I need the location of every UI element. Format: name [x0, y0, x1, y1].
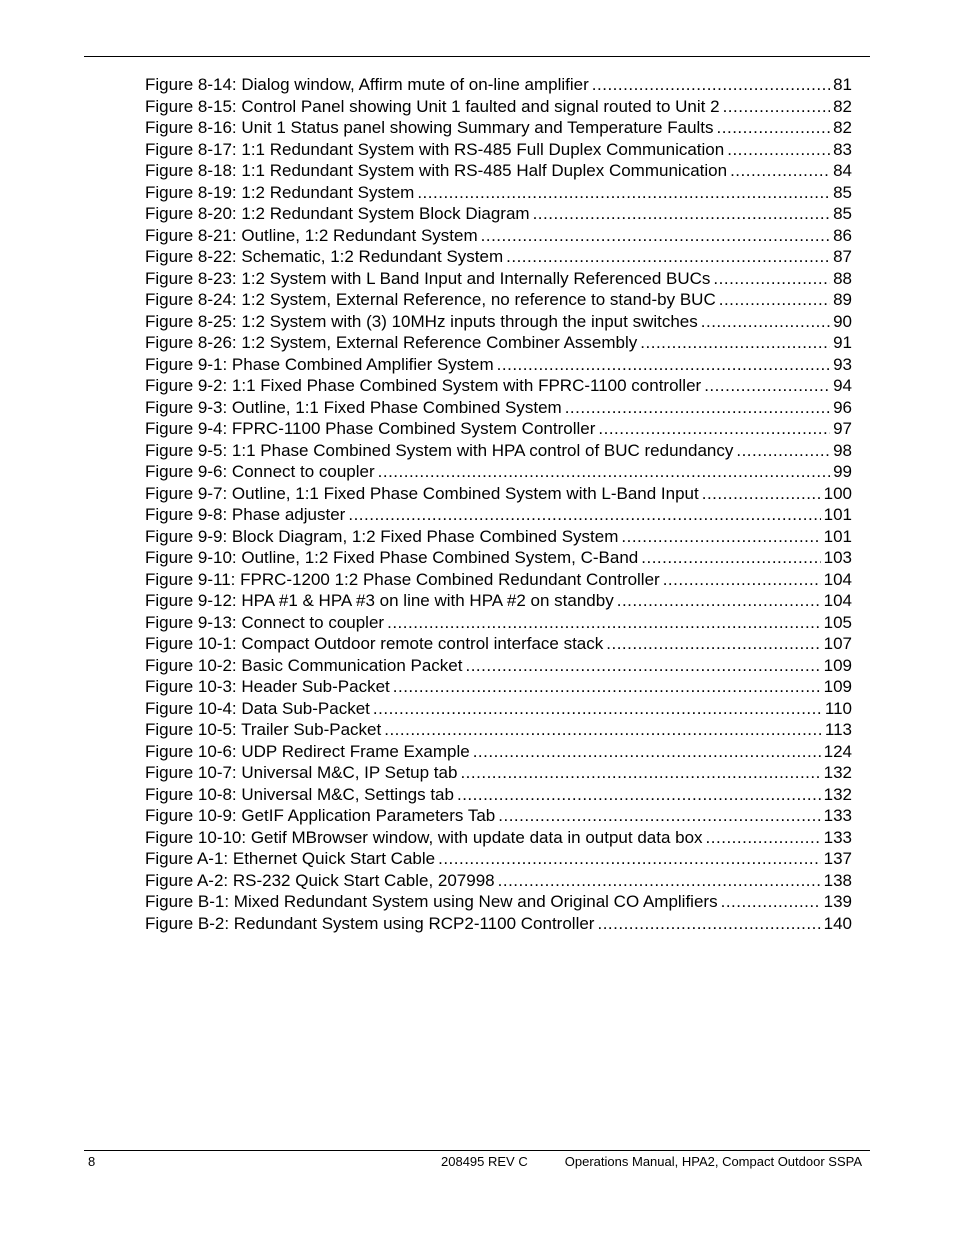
toc-dot-leader	[704, 375, 830, 397]
toc-entry-page: 94	[833, 376, 852, 395]
toc-dot-leader	[706, 827, 821, 849]
toc-entry-title: Figure 8-15: Control Panel showing Unit 1 faulted and signal routed to Unit 2	[145, 96, 720, 116]
toc-entry[interactable]	[145, 676, 852, 698]
toc-dot-leader	[727, 139, 830, 161]
footer-doc-number: 208495 REV C	[441, 1154, 528, 1169]
toc-entry-title: Figure 8-17: 1:1 Redundant System with RS-485 Full Duplex Communication	[145, 139, 725, 159]
toc-entry-title: Figure A-1: Ethernet Quick Start Cable	[145, 849, 436, 868]
toc-entry-page: 97	[833, 419, 852, 438]
toc-entry-title: Figure 9-4: FPRC-1100 Phase Combined System Controller	[145, 419, 596, 438]
toc-entry[interactable]	[145, 461, 852, 483]
toc-entry[interactable]	[145, 74, 852, 96]
toc-dot-leader	[438, 848, 821, 870]
toc-entry-page: 82	[833, 96, 852, 116]
toc-entry[interactable]	[145, 827, 852, 849]
toc-entry-title: Figure 10-8: Universal M&C, Settings tab	[145, 784, 454, 804]
toc-entry-title: Figure B-1: Mixed Redundant System using New and Original CO Amplifiers	[145, 892, 718, 911]
toc-dot-leader	[592, 74, 830, 96]
toc-entry-page: 109	[823, 655, 852, 675]
toc-dot-leader	[719, 289, 830, 311]
toc-entry-page: 104	[823, 569, 852, 589]
toc-entry-page: 87	[833, 247, 852, 266]
toc-entry[interactable]	[145, 762, 852, 784]
toc-dot-leader	[473, 741, 821, 763]
toc-entry-title: Figure 9-6: Connect to coupler	[145, 462, 375, 481]
toc-entry[interactable]	[145, 182, 852, 204]
toc-entry[interactable]	[145, 332, 852, 354]
toc-dot-leader	[498, 870, 821, 892]
toc-entry-page: 93	[833, 354, 852, 374]
toc-entry-page: 100	[823, 483, 852, 503]
toc-entry-title: Figure B-2: Redundant System using RCP2-1100 Controller	[145, 913, 595, 933]
toc-entry-page: 132	[823, 784, 852, 804]
toc-entry-page: 101	[823, 505, 852, 524]
toc-entry[interactable]	[145, 225, 852, 247]
toc-entry-title: Figure 9-13: Connect to coupler	[145, 612, 385, 632]
toc-dot-leader	[702, 483, 821, 505]
toc-entry-page: 104	[823, 591, 852, 610]
toc-entry[interactable]	[145, 547, 852, 569]
toc-dot-leader	[717, 117, 831, 139]
list-of-figures	[145, 74, 852, 934]
toc-dot-leader	[417, 182, 830, 204]
toc-dot-leader	[498, 805, 820, 827]
toc-entry-title: Figure 10-2: Basic Communication Packet	[145, 655, 463, 675]
toc-entry-page: 133	[823, 806, 852, 825]
toc-entry-title: Figure 8-21: Outline, 1:2 Redundant System	[145, 225, 478, 245]
toc-entry[interactable]	[145, 246, 852, 268]
toc-entry[interactable]	[145, 698, 852, 720]
toc-entry[interactable]	[145, 784, 852, 806]
toc-entry[interactable]	[145, 891, 852, 913]
toc-dot-leader	[621, 526, 820, 548]
toc-entry[interactable]	[145, 805, 852, 827]
toc-dot-leader	[533, 203, 831, 225]
toc-entry[interactable]	[145, 633, 852, 655]
toc-entry-page: 110	[824, 698, 852, 718]
toc-entry-title: Figure 8-26: 1:2 System, External Reference Combiner Assembly	[145, 333, 638, 352]
toc-entry-title: Figure 8-18: 1:1 Redundant System with RS-485 Half Duplex Communication	[145, 161, 728, 180]
toc-entry-page: 96	[833, 397, 852, 417]
toc-entry-title: Figure 8-14: Dialog window, Affirm mute of on-line amplifier	[145, 75, 589, 94]
toc-entry[interactable]	[145, 569, 852, 591]
toc-dot-leader	[465, 655, 820, 677]
toc-entry-page: 105	[823, 612, 852, 632]
toc-entry-page: 84	[833, 161, 852, 180]
toc-entry-title: Figure 9-12: HPA #1 & HPA #3 on line with HPA #2 on standby	[145, 591, 614, 610]
toc-dot-leader	[457, 784, 821, 806]
toc-entry-title: Figure 9-11: FPRC-1200 1:2 Phase Combined Redundant Controller	[145, 569, 660, 589]
toc-entry-title: Figure 10-4: Data Sub-Packet	[145, 698, 370, 718]
toc-entry-title: Figure A-2: RS-232 Quick Start Cable, 207998	[145, 870, 495, 890]
toc-dot-leader	[497, 354, 830, 376]
toc-entry-page: 83	[833, 139, 852, 159]
toc-entry[interactable]	[145, 311, 852, 333]
toc-dot-leader	[373, 698, 822, 720]
toc-dot-leader	[565, 397, 830, 419]
toc-entry-title: Figure 8-24: 1:2 System, External Reference, no reference to stand-by BUC	[145, 290, 716, 309]
toc-entry-title: Figure 10-9: GetIF Application Parameters Tab	[145, 806, 496, 825]
footer-rule	[84, 1150, 870, 1151]
toc-entry[interactable]	[145, 268, 852, 290]
toc-entry-page: 98	[833, 440, 852, 460]
toc-entry-page: 91	[833, 333, 852, 352]
toc-entry[interactable]	[145, 375, 852, 397]
toc-dot-leader	[617, 590, 821, 612]
toc-entry-page: 99	[833, 462, 852, 481]
toc-entry-title: Figure 10-3: Header Sub-Packet	[145, 677, 390, 696]
toc-entry[interactable]	[145, 117, 852, 139]
toc-dot-leader	[640, 332, 830, 354]
toc-entry[interactable]	[145, 139, 852, 161]
toc-entry[interactable]	[145, 612, 852, 634]
toc-entry-page: 90	[833, 311, 852, 331]
toc-entry-title: Figure 10-10: Getif MBrowser window, with update data in output data box	[145, 827, 703, 847]
footer-page-number: 8	[88, 1154, 96, 1169]
header-rule	[84, 56, 870, 57]
toc-entry[interactable]	[145, 418, 852, 440]
toc-dot-leader	[606, 633, 820, 655]
toc-dot-leader	[713, 268, 830, 290]
toc-entry-title: Figure 8-23: 1:2 System with L Band Input and Internally Referenced BUCs	[145, 268, 711, 288]
toc-dot-leader	[348, 504, 820, 526]
toc-entry[interactable]	[145, 160, 852, 182]
toc-entry-page: 137	[823, 849, 852, 868]
toc-entry-page: 140	[823, 913, 852, 933]
toc-entry[interactable]	[145, 504, 852, 526]
toc-entry-title: Figure 8-20: 1:2 Redundant System Block Diagram	[145, 204, 530, 223]
toc-entry-page: 101	[823, 526, 852, 546]
toc-dot-leader	[663, 569, 821, 591]
toc-entry-title: Figure 8-16: Unit 1 Status panel showing Summary and Temperature Faults	[145, 118, 714, 137]
toc-dot-leader	[641, 547, 820, 569]
toc-entry[interactable]	[145, 848, 852, 870]
toc-entry[interactable]	[145, 590, 852, 612]
toc-entry-page: 139	[823, 892, 852, 911]
toc-entry[interactable]	[145, 913, 852, 935]
toc-entry-title: Figure 8-22: Schematic, 1:2 Redundant System	[145, 247, 504, 266]
toc-dot-leader	[460, 762, 820, 784]
toc-entry-page: 103	[823, 548, 852, 567]
toc-entry[interactable]	[145, 397, 852, 419]
toc-entry-page: 138	[823, 870, 852, 890]
toc-dot-leader	[730, 160, 830, 182]
toc-entry-title: Figure 9-5: 1:1 Phase Combined System with HPA control of BUC redundancy	[145, 440, 734, 460]
toc-entry-title: Figure 10-5: Trailer Sub-Packet	[145, 720, 382, 739]
toc-entry-page: 89	[833, 290, 852, 309]
toc-entry-title: Figure 9-3: Outline, 1:1 Fixed Phase Combined System	[145, 397, 562, 417]
toc-dot-leader	[723, 96, 831, 118]
toc-entry[interactable]	[145, 203, 852, 225]
toc-entry[interactable]	[145, 440, 852, 462]
toc-dot-leader	[387, 612, 821, 634]
toc-entry[interactable]	[145, 741, 852, 763]
toc-entry-title: Figure 9-9: Block Diagram, 1:2 Fixed Phase Combined System	[145, 526, 619, 546]
toc-entry[interactable]	[145, 483, 852, 505]
toc-entry-page: 86	[833, 225, 852, 245]
toc-entry[interactable]	[145, 719, 852, 741]
toc-dot-leader	[384, 719, 822, 741]
toc-entry-page: 109	[823, 677, 852, 696]
footer-doc-title: Operations Manual, HPA2, Compact Outdoor SSPA	[564, 1154, 862, 1169]
toc-entry-title: Figure 8-25: 1:2 System with (3) 10MHz inputs through the input switches	[145, 311, 698, 331]
toc-dot-leader	[378, 461, 830, 483]
toc-entry[interactable]	[145, 354, 852, 376]
toc-dot-leader	[393, 676, 821, 698]
toc-entry-page: 81	[833, 75, 852, 94]
toc-entry-title: Figure 10-1: Compact Outdoor remote control interface stack	[145, 634, 604, 653]
toc-dot-leader	[736, 440, 830, 462]
toc-dot-leader	[481, 225, 830, 247]
toc-entry-page: 133	[823, 827, 852, 847]
toc-entry-title: Figure 10-7: Universal M&C, IP Setup tab	[145, 763, 458, 782]
toc-entry-title: Figure 9-1: Phase Combined Amplifier System	[145, 354, 494, 374]
toc-dot-leader	[701, 311, 830, 333]
toc-entry-page: 85	[833, 204, 852, 223]
toc-entry-title: Figure 9-7: Outline, 1:1 Fixed Phase Combined System with L-Band Input	[145, 483, 699, 503]
toc-entry[interactable]	[145, 526, 852, 548]
toc-dot-leader	[598, 418, 830, 440]
toc-dot-leader	[721, 891, 821, 913]
toc-entry[interactable]	[145, 289, 852, 311]
toc-entry-page: 124	[823, 741, 852, 761]
toc-entry-page: 107	[823, 634, 852, 653]
toc-entry-title: Figure 8-19: 1:2 Redundant System	[145, 182, 415, 202]
toc-entry-title: Figure 9-8: Phase adjuster	[145, 505, 346, 524]
toc-entry-page: 82	[833, 118, 852, 137]
toc-entry[interactable]	[145, 96, 852, 118]
toc-dot-leader	[506, 246, 830, 268]
toc-entry-title: Figure 9-10: Outline, 1:2 Fixed Phase Combined System, C-Band	[145, 548, 639, 567]
toc-entry[interactable]	[145, 870, 852, 892]
toc-entry-page: 132	[823, 763, 852, 782]
toc-entry[interactable]	[145, 655, 852, 677]
toc-dot-leader	[597, 913, 820, 935]
toc-entry-page: 113	[824, 720, 852, 739]
toc-entry-page: 88	[833, 268, 852, 288]
toc-entry-title: Figure 10-6: UDP Redirect Frame Example	[145, 741, 470, 761]
toc-entry-page: 85	[833, 182, 852, 202]
toc-entry-title: Figure 9-2: 1:1 Fixed Phase Combined System with FPRC-1100 controller	[145, 376, 702, 395]
